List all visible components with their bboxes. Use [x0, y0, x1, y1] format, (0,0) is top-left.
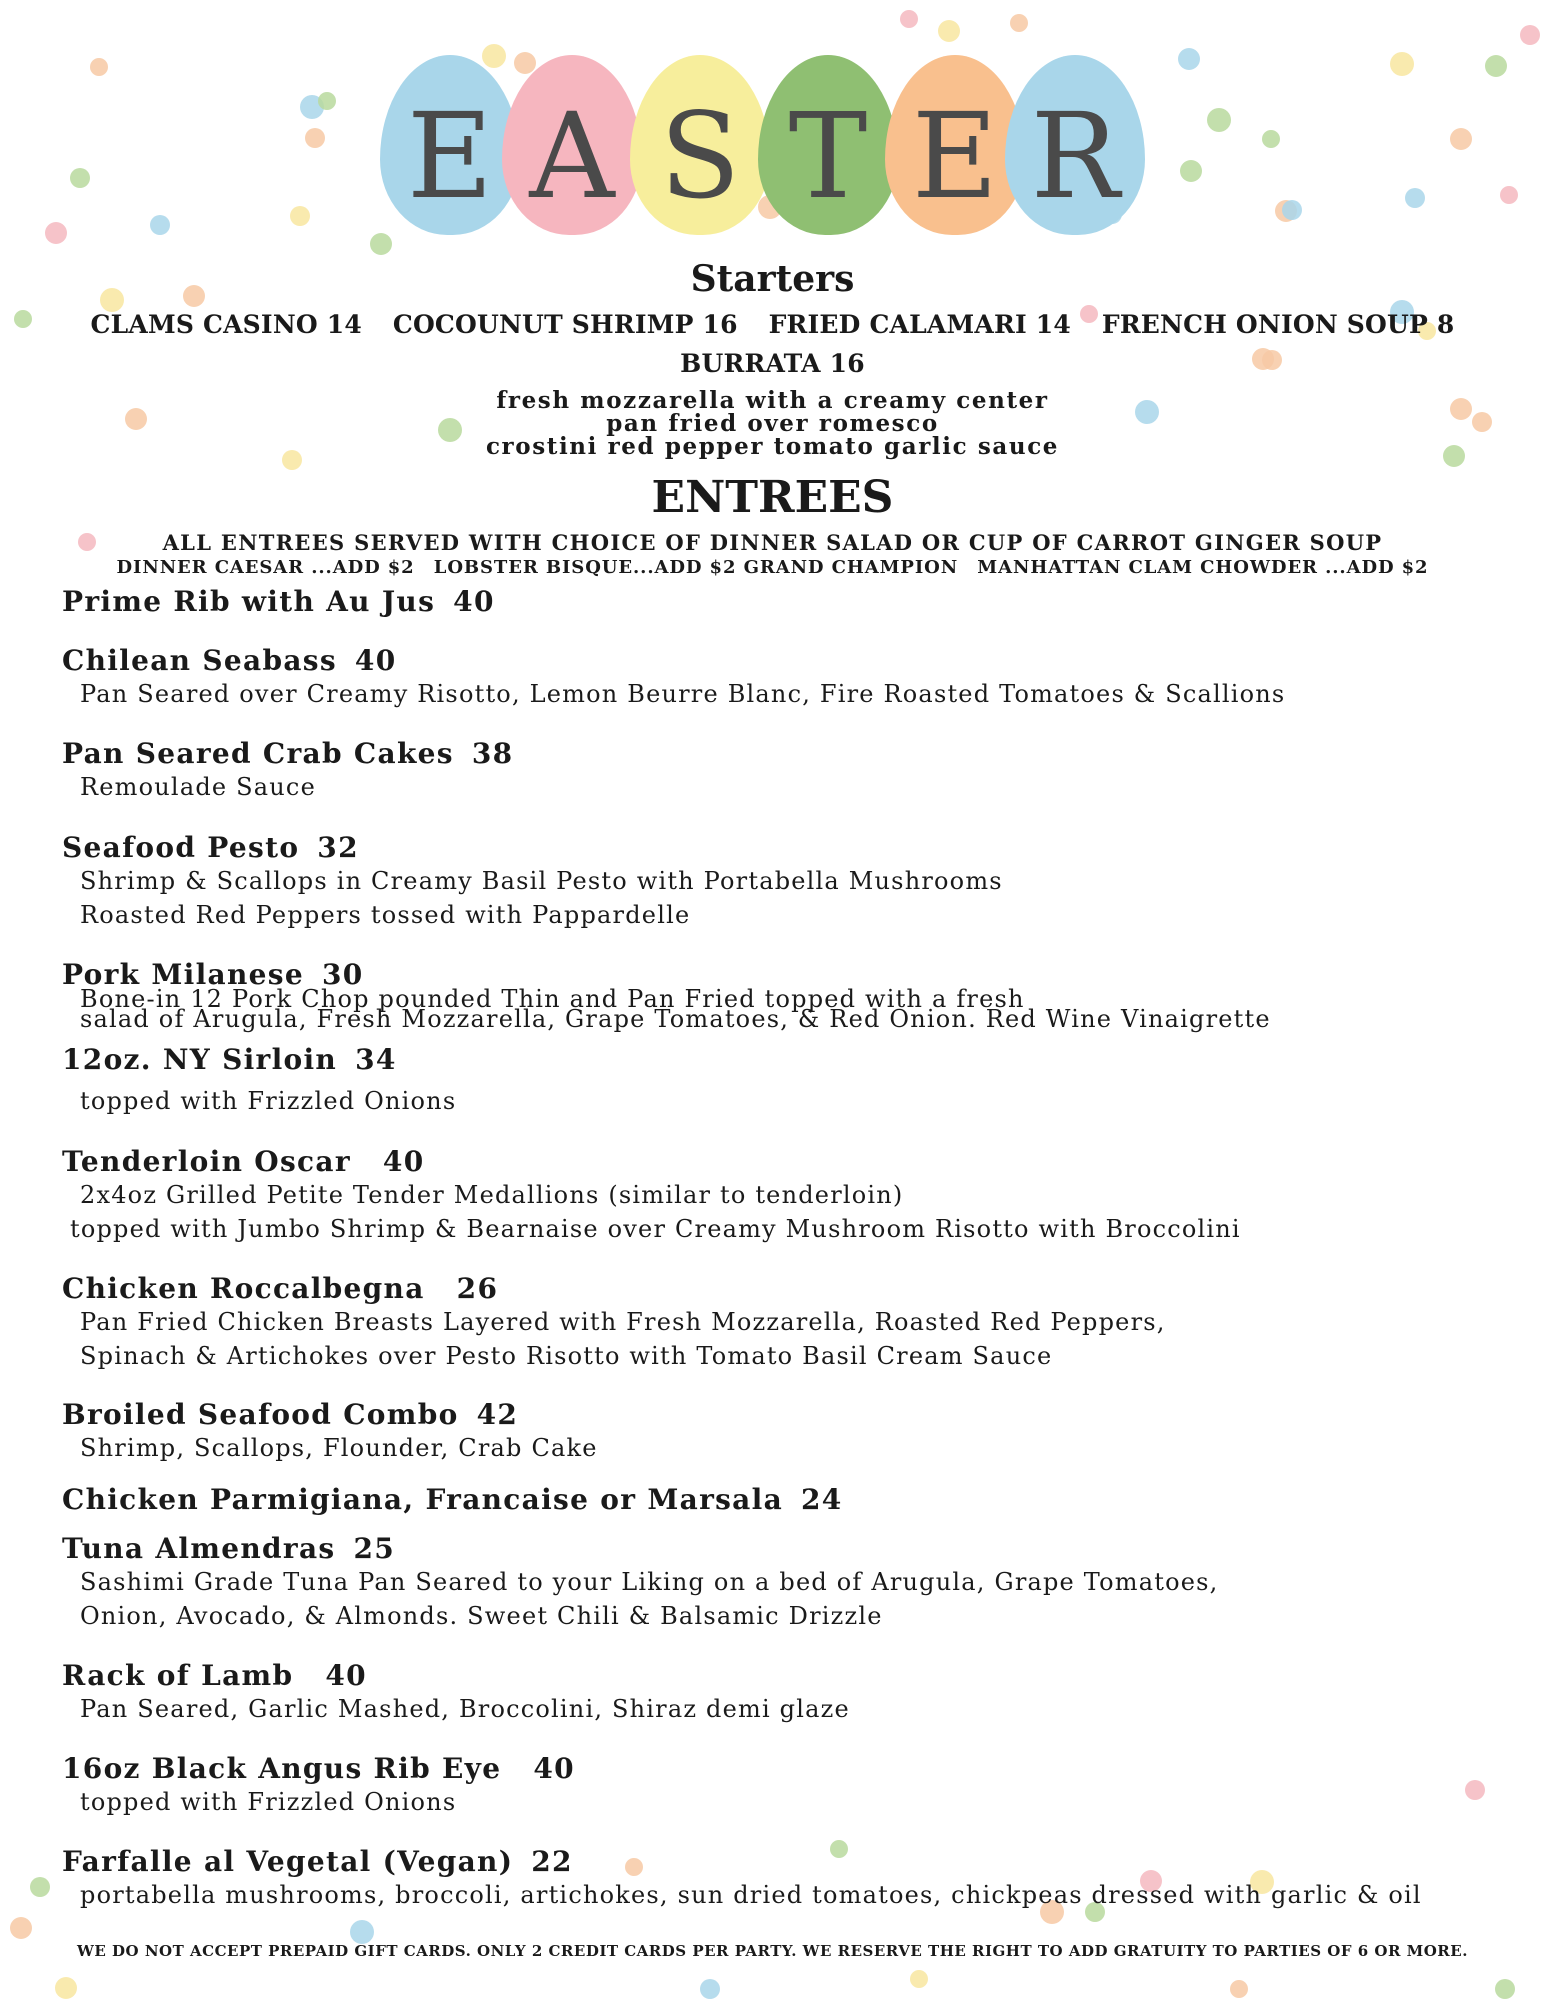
- entree-title: [62, 585, 495, 618]
- entree-price: 40: [533, 1752, 575, 1785]
- entree-desc: Spinach & Artichokes over Pesto Risotto with Tomato Basil Cream Sauce: [80, 1342, 1053, 1370]
- entree-price: 22: [531, 1845, 573, 1878]
- entree-desc: Roasted Red Peppers tossed with Pappardelle: [80, 901, 691, 929]
- entree-item: [62, 958, 1271, 1033]
- entree-name: Prime Rib with Au Jus: [62, 585, 436, 618]
- entree-name: Pan Seared Crab Cakes: [62, 737, 454, 770]
- entree-name: Rack of Lamb: [62, 1659, 294, 1692]
- entree-item: [62, 1532, 1219, 1633]
- egg-green: [758, 55, 898, 235]
- entree-item: [62, 1845, 1422, 1912]
- entree-price: 30: [321, 958, 364, 991]
- entree-title: [62, 831, 1003, 864]
- entree-desc: Shrimp & Scallops in Creamy Basil Pesto with Portabella Mushrooms: [80, 867, 1003, 895]
- entree-item: [62, 737, 513, 804]
- entree-item: [62, 644, 1285, 711]
- title-letter-s: S: [659, 87, 741, 225]
- entree-item: [62, 1659, 850, 1726]
- entree-item: [62, 831, 1003, 932]
- entree-desc: Pan Seared over Creamy Risotto, Lemon Beurre Blanc, Fire Roasted Tomatoes & Scallions: [80, 680, 1286, 708]
- entree-item: [62, 1145, 1241, 1246]
- title-letter-e2: E: [911, 87, 999, 225]
- entree-price: 40: [354, 644, 397, 677]
- burrata-desc-2: pan fried over romesco: [606, 410, 939, 437]
- entree-item: [62, 1043, 456, 1118]
- egg-blue: [380, 55, 520, 235]
- starter-item: FRIED CALAMARI 14: [768, 310, 1071, 339]
- entree-title: [62, 1043, 456, 1076]
- entree-desc: Shrimp, Scallops, Flounder, Crab Cake: [80, 1434, 598, 1462]
- entree-desc: Pan Seared, Garlic Mashed, Broccolini, Shiraz demi glaze: [80, 1695, 850, 1723]
- entrees-addons: [0, 557, 1545, 578]
- egg-pink: [502, 55, 642, 235]
- entree-item: [62, 1483, 843, 1516]
- burrata-desc-1: fresh mozzarella with a creamy center: [496, 387, 1049, 414]
- starter-item: COCOUNUT SHRIMP 16: [392, 310, 738, 339]
- entree-title: [62, 1659, 850, 1692]
- entree-desc: portabella mushrooms, broccoli, artichokes, sun dried tomatoes, chickpeas dressed with garlic & oil: [80, 1881, 1422, 1909]
- burrata-title: BURRATA 16: [680, 349, 865, 378]
- entree-title: [62, 1398, 598, 1431]
- entree-name: Broiled Seafood Combo: [62, 1398, 459, 1431]
- burrata-desc-3: crostini red pepper tomato garlic sauce: [485, 433, 1060, 460]
- entree-name: Tenderloin Oscar: [62, 1145, 351, 1178]
- entree-title: [62, 1145, 1241, 1178]
- entree-desc: 2x4oz Grilled Petite Tender Medallions (similar to tenderloin): [80, 1181, 904, 1209]
- entree-desc: Onion, Avocado, & Almonds. Sweet Chili & Balsamic Drizzle: [80, 1602, 883, 1630]
- entree-desc: Pan Fried Chicken Breasts Layered with Fresh Mozzarella, Roasted Red Peppers,: [80, 1308, 1166, 1336]
- entree-price: 32: [317, 831, 359, 864]
- entree-title: [62, 1532, 1219, 1565]
- egg-yellow: [630, 55, 770, 235]
- starter-item: FRENCH ONION SOUP 8: [1101, 310, 1455, 339]
- entree-name: Farfalle al Vegetal (Vegan): [62, 1845, 514, 1878]
- entree-price: 40: [453, 585, 495, 618]
- entree-desc: salad of Arugula, Fresh Mozzarella, Grape Tomatoes, & Red Onion. Red Wine Vinaigrette: [80, 1005, 1271, 1033]
- egg-orange: [885, 55, 1025, 235]
- entree-price: 34: [355, 1043, 397, 1076]
- entree-name: 12oz. NY Sirloin: [62, 1043, 338, 1076]
- starters-heading: Starters: [690, 258, 855, 300]
- entree-price: 40: [325, 1659, 367, 1692]
- title-letter-t: T: [788, 87, 868, 225]
- entree-desc: topped with Frizzled Onions: [80, 1788, 457, 1816]
- entree-price: 42: [476, 1398, 519, 1431]
- entree-name: Chicken Roccalbegna: [62, 1272, 425, 1305]
- entree-name: Tuna Almendras: [62, 1532, 336, 1565]
- entree-title: [62, 1845, 1422, 1878]
- entree-title: [62, 1272, 1166, 1305]
- entree-desc: topped with Jumbo Shrimp & Bearnaise over Creamy Mushroom Risotto with Broccolini: [70, 1215, 1241, 1243]
- starter-item: CLAMS CASINO 14: [90, 310, 362, 339]
- entrees-heading: ENTREES: [651, 472, 894, 523]
- entree-price: 38: [471, 737, 514, 770]
- entree-item: [62, 1398, 598, 1465]
- entree-title: [62, 1752, 575, 1785]
- easter-title-eggs: [380, 55, 1160, 255]
- entree-desc: Sashimi Grade Tuna Pan Seared to your Liking on a bed of Arugula, Grape Tomatoes,: [80, 1568, 1219, 1596]
- entree-desc: Remoulade Sauce: [80, 773, 316, 801]
- entree-price: 40: [382, 1145, 425, 1178]
- addon-item: LOBSTER BISQUE...ADD $2 GRAND CHAMPION: [433, 557, 959, 578]
- entree-title: [62, 1483, 843, 1516]
- title-letter-r: R: [1030, 87, 1120, 225]
- entree-name: Seafood Pesto: [62, 831, 300, 864]
- title-letter-e: E: [406, 87, 494, 225]
- entree-desc: Bone-in 12 Pork Chop pounded Thin and Pan Fried topped with a fresh: [80, 985, 1025, 1013]
- title-letter-a: A: [529, 87, 615, 225]
- entrees-note: ALL ENTREES SERVED WITH CHOICE OF DINNER SALAD OR CUP OF CARROT GINGER SOUP: [162, 530, 1383, 555]
- entree-price: 24: [801, 1483, 843, 1516]
- egg-blue-2: [1005, 55, 1145, 235]
- entree-title: [62, 737, 513, 770]
- entree-name: Chicken Parmigiana, Francaise or Marsala: [62, 1483, 784, 1516]
- entree-desc: topped with Frizzled Onions: [80, 1087, 457, 1115]
- starters-list: [0, 310, 1545, 339]
- footer-policy: WE DO NOT ACCEPT PREPAID GIFT CARDS. ONLY 2 CREDIT CARDS PER PARTY. WE RESERVE THE RIGHT TO ADD GRATUITY TO PARTIES OF 6 OR MORE.: [77, 1942, 1468, 1960]
- entree-price: 25: [353, 1532, 396, 1565]
- entree-item: [62, 1752, 575, 1819]
- entree-item: [62, 585, 495, 618]
- addon-item: MANHATTAN CLAM CHOWDER ...ADD $2: [977, 557, 1429, 578]
- entree-name: Pork Milanese: [62, 958, 304, 991]
- entree-item: [62, 1272, 1166, 1373]
- addon-item: DINNER CAESAR ...ADD $2: [116, 557, 415, 578]
- entree-name: 16oz Black Angus Rib Eye: [62, 1752, 502, 1785]
- entree-price: 26: [456, 1272, 499, 1305]
- entree-title: [62, 644, 1285, 677]
- entree-name: Chilean Seabass: [62, 644, 337, 677]
